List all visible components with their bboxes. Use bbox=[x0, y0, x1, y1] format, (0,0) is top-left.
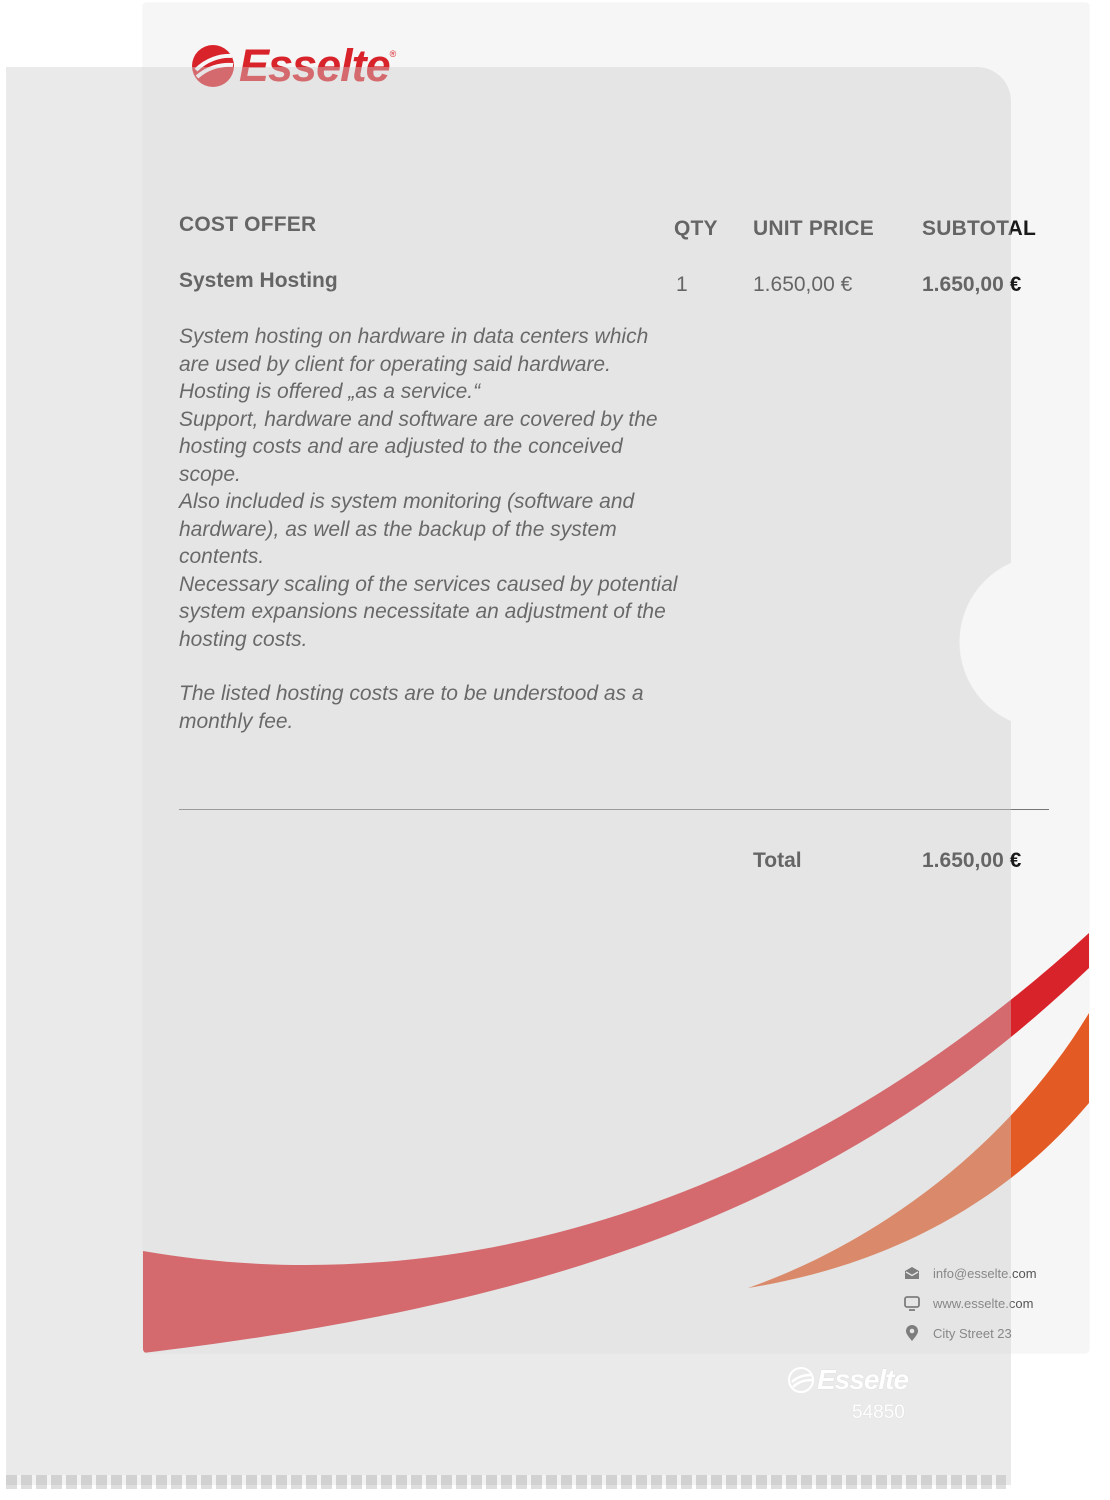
description-line: Hosting is offered „as a service.“ bbox=[179, 380, 481, 403]
description-line: Also included is system monitoring (software and hardware), as well as the backup of the system contents. bbox=[179, 490, 635, 568]
total-value: 1.650,00 € bbox=[922, 849, 1022, 872]
sleeve-logo-mark-icon bbox=[788, 1367, 814, 1393]
registered-mark: ® bbox=[389, 49, 397, 59]
item-subtotal: 1.650,00 € bbox=[922, 273, 1022, 296]
item-name: System Hosting bbox=[179, 269, 338, 292]
total-label: Total bbox=[753, 849, 802, 872]
description-line: System hosting on hardware in data centers which are used by client for operating said hardware. bbox=[179, 325, 649, 376]
item-qty: 1 bbox=[676, 273, 688, 296]
item-unit-price: 1.650,00 € bbox=[753, 273, 853, 296]
unit-price-column-header: UNIT PRICE bbox=[753, 217, 875, 240]
transparent-sleeve bbox=[6, 67, 1011, 1485]
contact-email-text: info@esselte.com bbox=[933, 1265, 1037, 1281]
sleeve-logo bbox=[788, 1364, 908, 1396]
sleeve-bottom-seam bbox=[6, 1475, 1006, 1489]
sleeve-logo-wordmark: Esselte bbox=[817, 1364, 909, 1395]
contact-address-text: City Street 23 bbox=[933, 1325, 1012, 1341]
contact-website-text: www.esselte.com bbox=[933, 1295, 1034, 1311]
subtotal-column-header: SUBTOTAL bbox=[922, 217, 1036, 240]
cost-offer-heading: COST OFFER bbox=[179, 213, 317, 236]
product-code: 54850 bbox=[852, 1402, 905, 1423]
qty-column-header: QTY bbox=[674, 217, 718, 240]
description-note: The listed hosting costs are to be understood as a monthly fee. bbox=[179, 682, 644, 733]
logo-wordmark: Esselte bbox=[239, 40, 390, 91]
description-line: Support, hardware and software are covered by the hosting costs and are adjusted to the conceived scope. bbox=[179, 407, 658, 486]
description-line: Necessary scaling of the services caused by potential system expansions necessitate an adjustment of the hosting costs. bbox=[179, 572, 678, 651]
